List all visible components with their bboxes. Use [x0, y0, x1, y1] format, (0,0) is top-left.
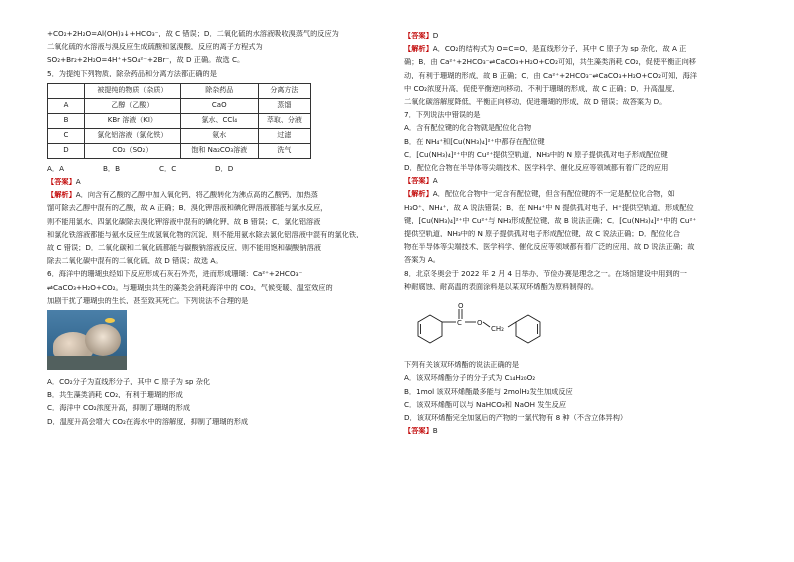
explanation-line: 二氧化碳溶解度降低，平衡正向移动，促进珊瑚的形成，故 D 错误；故答案为 D。 [404, 98, 667, 106]
carbonyl-c-label: C [457, 319, 462, 328]
explanation-line [404, 45, 749, 52]
answer-tag: 【答案】 [404, 32, 433, 40]
coral-photo [47, 310, 127, 370]
question-6-stem: 加剧干扰了珊瑚虫的生长，甚至致其死亡。下列说法不合理的是 [47, 296, 249, 305]
table-header-cell: 被提纯的物质（杂质） [85, 83, 181, 98]
table-row [48, 113, 311, 128]
explanation-line: 提供空轨道，NH₃中的 N 原子提供孤对电子形成配位键，故 C 说法正确；D．配位化合 [404, 230, 680, 238]
table-cell: 萃取、分液 [258, 113, 310, 128]
table-cell: 乙醇（乙酸） [85, 98, 181, 113]
option-b: B．B [103, 163, 121, 173]
explanation-tag: 【解析】 [47, 191, 76, 199]
question-8-stem: 8．北京冬奥会于 2022 年 2 月 4 日举办，节俭办赛是理念之一。在场馆建设中用到的一 [404, 269, 687, 277]
question-8-answer [404, 427, 749, 434]
carbonyl-o-label: O [458, 302, 464, 311]
table-cell: C [48, 128, 85, 143]
table-cell: 氯化铝溶液（氯化铁） [85, 128, 181, 143]
option-d: D．D [215, 163, 234, 173]
option-c: C．[Cu(NH₃)₄]²⁺中的 Cu²⁺提供空轨道，NH₃中的 N 原子提供孤对电子形成配位键 [404, 150, 668, 159]
explanation-line: 除去二氧化碳中混有的二氧化硫，故 D 错误；故选 A。 [47, 257, 223, 265]
option-a: A．含有配位键的化合物就是配位化合物 [404, 124, 532, 132]
answer-tag: 【答案】 [47, 178, 76, 186]
option-b: B．共生藻类消耗 CO₂，有利于珊瑚的形成 [47, 391, 183, 399]
question-7-answer [404, 177, 749, 184]
option-c: C．该双环烯酯可以与 NaHCO₃和 NaOH 发生反应 [404, 400, 567, 409]
table-cell: CaO [180, 98, 258, 113]
option-b: B．在 NH₄⁺和[Cu(NH₃)₄]²⁺中都存在配位键 [404, 137, 545, 145]
table-cell: 氯水、CCl₄ [180, 113, 258, 128]
left-column [47, 30, 391, 431]
table-cell: A [48, 98, 85, 113]
bicyclic-ester-structure [404, 300, 554, 354]
explanation-line: 则不能用氯水、四氯化碳除去溴化钾溶液中混有的碘化钾，故 B 错误；C．氯化铝溶液 [47, 217, 321, 225]
table-cell: B [48, 113, 85, 128]
table-cell: CO₂（SO₂） [85, 143, 181, 158]
table-cell: D [48, 143, 85, 158]
table-row [48, 98, 311, 113]
option-a: A．A [47, 163, 65, 173]
explanation-line: 确；B．由 Ca²⁺+2HCO₃⁻⇌CaCO₃+H₂O+CO₂可知，共生藻类消耗 CO₂，促使平衡正向移 [404, 58, 696, 66]
question-8-stem: 种耐腐蚀、耐高温的表面涂料是以某双环烯酯为原料制得的。 [404, 282, 599, 291]
explanation-line: 中 CO₂浓度升高，促使平衡逆向移动，不利于珊瑚的形成，故 C 正确；D．升高温度， [404, 84, 680, 93]
intro-line: 二氧化硫的水溶液与溴反应生成硫酸和氢溴酸，反应的离子方程式为 [47, 43, 263, 51]
answer-tag: 【答案】 [404, 427, 433, 435]
table-row [48, 143, 311, 158]
question-5-table [47, 83, 311, 159]
table-header-cell [48, 83, 85, 98]
table-cell: 洗气 [258, 143, 310, 158]
question-5-stem: 5．为提纯下列物质，除杂药品和分离方法都正确的是 [47, 69, 217, 77]
question-8-prompt: 下列有关该双环烯酯的说法正确的是 [404, 361, 520, 369]
explanation-line: 和氯化铁溶液都能与氨水反应生成氢氧化物的沉淀，则不能用氨水除去氯化铝溶液中混有的氯化铁， [47, 230, 364, 239]
table-cell: KBr 溶液（KI） [85, 113, 181, 128]
right-column [404, 32, 749, 440]
answer-value: B [432, 427, 438, 435]
table-header-cell: 除杂药品 [180, 83, 258, 98]
intro-line: +CO₂+2H₂O=Al(OH)₃↓+HCO₃⁻，故 C 错误；D．二氧化硫的水溶液吸收溴蒸气的反应为 [47, 30, 339, 38]
option-d: D．该双环烯酯完全加氢后的产物的一氯代物有 8 种（不含立体异构） [404, 414, 628, 422]
question-5-answer [47, 178, 391, 185]
table-row [48, 128, 311, 143]
answer-value: A [75, 178, 81, 186]
explanation-line: 馏可除去乙醇中混有的乙酸，故 A 正确；B．溴化钾溶液和碘化钾溶液都能与氯水反应， [47, 204, 328, 212]
explanation-tag: 【解析】 [404, 45, 433, 53]
explanation-tag: 【解析】 [404, 190, 433, 198]
ester-o-label: O [477, 319, 483, 328]
answer-value: A [432, 177, 438, 185]
option-d: D．配位化合物在半导体等尖端技术、医学科学、催化反应等领域都有着广泛的应用 [404, 164, 669, 172]
explanation-line [404, 190, 749, 197]
option-a: A．该双环烯酯分子的分子式为 C₁₄H₂₀O₂ [404, 374, 536, 382]
table-header-row [48, 83, 311, 98]
answer-value: D [432, 32, 439, 40]
table-cell: 蒸馏 [258, 98, 310, 113]
explanation-line: 动，有利于珊瑚的形成，故 B 正确；C．由 Ca²⁺+2HCO₃⁻⇌CaCO₃+H₂O+CO₂可知，海洋 [404, 71, 697, 79]
explanation-line: 故 C 错误；D．二氧化碳和二氧化硫都能与碳酸钠溶液反应，则不能用饱和碳酸钠溶液 [47, 244, 321, 252]
explanation-text: A．向含有乙酸的乙醇中加入氧化钙，将乙酸转化为沸点高的乙酸钙，加热蒸 [75, 191, 318, 199]
table-cell: 过滤 [258, 128, 310, 143]
table-header-cell: 分离方法 [258, 83, 310, 98]
table-cell: 氨水 [180, 128, 258, 143]
explanation-text: A．CO₂的结构式为 O=C=O，是直线形分子，其中 C 原子为 sp 杂化，故 A 正 [432, 45, 687, 53]
ch2-label: CH₂ [491, 325, 504, 334]
answer-tag: 【答案】 [404, 177, 433, 185]
explanation-line: 键，[Cu(NH₃)₄]²⁺中 Cu²⁺与 NH₃形成配位键，故 B 说法正确；C．[Cu(NH₃)₄]²⁺中的 Cu²⁺ [404, 216, 697, 225]
option-d: D．温度升高会增大 CO₂在海水中的溶解度，抑制了珊瑚的形成 [47, 417, 249, 425]
option-c: C．C [159, 163, 177, 173]
question-7-stem: 7．下列说法中错误的是 [404, 111, 481, 119]
option-c: C．海洋中 CO₂浓度升高，抑制了珊瑚的形成 [47, 404, 191, 412]
question-6-answer [404, 32, 749, 39]
explanation-text: A．配位化合物中一定含有配位键，但含有配位键的不一定是配位化合物，如 [432, 190, 675, 198]
explanation-line [47, 191, 391, 198]
option-a: A．CO₂分子为直线形分子，其中 C 原子为 sp 杂化 [47, 378, 211, 386]
explanation-line: 答案为 A。 [404, 256, 440, 264]
table-cell: 饱和 Na₂CO₃溶液 [180, 143, 258, 158]
question-5-options [47, 165, 391, 172]
explanation-line: 物在半导体等尖端技术、医学科学、催化反应等领域都有着广泛的应用，故 D 说法正确；故 [404, 243, 695, 251]
question-6-stem: ⇌CaCO₃+H₂O+CO₂。与珊瑚虫共生的藻类会消耗海洋中的 CO₂，气候变暖、温室效应的 [47, 283, 333, 291]
option-b: B．1mol 该双环烯酯最多能与 2molH₂发生加成反应 [404, 387, 573, 395]
intro-line: SO₂+Br₂+2H₂O=4H⁺+SO₄²⁻+2Br⁻，故 D 正确。故选 C。 [47, 56, 245, 64]
question-6-stem: 6．海洋中的珊瑚虫经如下反应形成石灰石外壳，进而形成珊瑚：Ca²⁺+2HCO₃⁻ [47, 270, 303, 278]
explanation-line: H₃O⁺、NH₄⁺，故 A 说法错误；B．在 NH₄⁺中 N 提供孤对电子，H⁺提供空轨道，形成配位 [404, 203, 694, 211]
